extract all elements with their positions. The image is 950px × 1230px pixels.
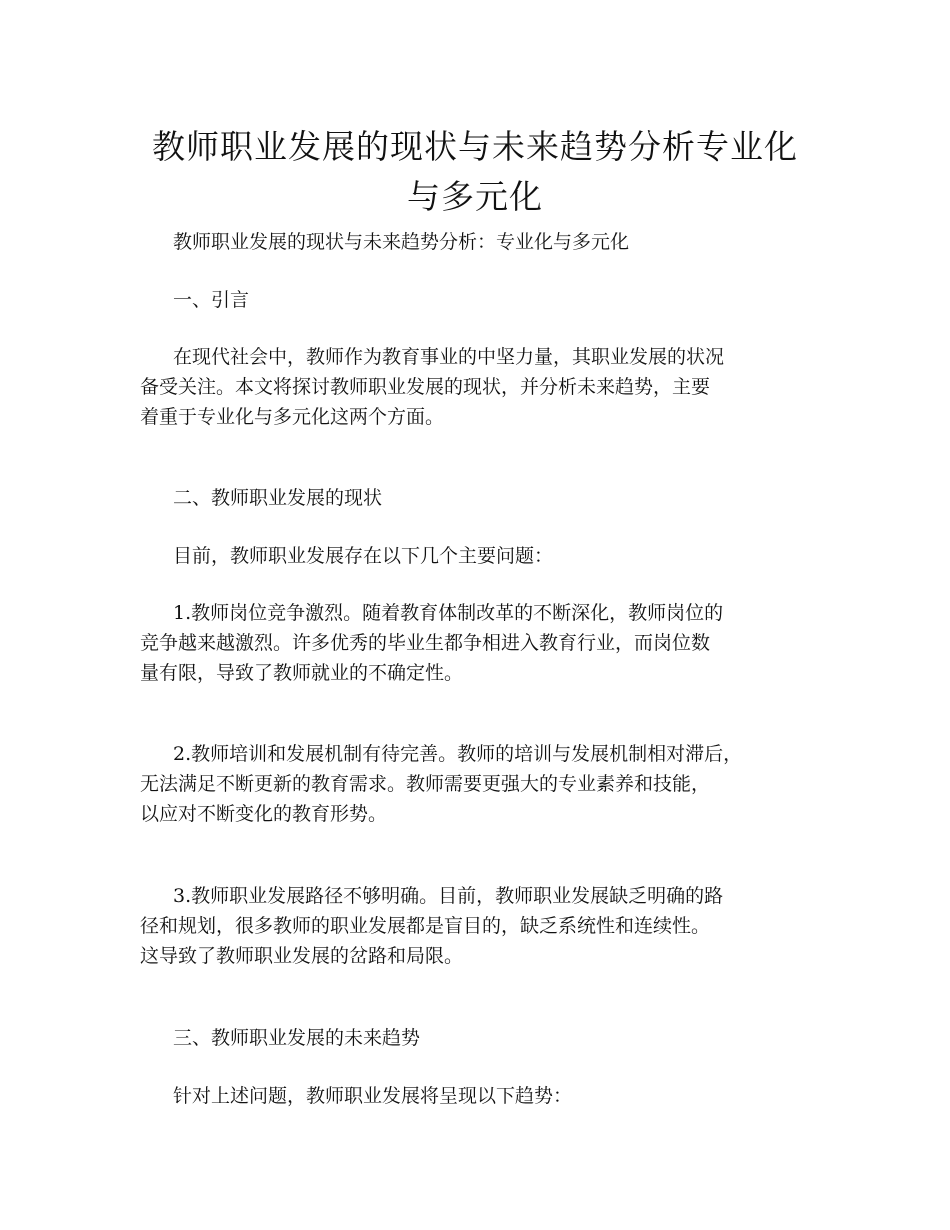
paragraph-line: 二、教师职业发展的现状 <box>173 487 383 509</box>
paragraph-line: 这导致了教师职业发展的岔路和局限。 <box>140 945 464 967</box>
paragraph-line: 着重于专业化与多元化这两个方面。 <box>140 406 445 428</box>
trends-intro-paragraph <box>140 1081 825 1111</box>
paragraph-line: 径和规划，很多教师的职业发展都是盲目的，缺乏系统性和连续性。 <box>140 915 711 937</box>
paragraph-line: 备受关注。本文将探讨教师职业发展的现状，并分析未来趋势，主要 <box>140 376 711 398</box>
title-line-2: 与多元化 <box>407 177 543 217</box>
intro-paragraph <box>140 342 825 432</box>
paragraph-line: 三、教师职业发展的未来趋势 <box>173 1027 421 1049</box>
problem-3-paragraph <box>140 881 825 971</box>
paragraph-line: 以应对不断变化的教育形势。 <box>140 803 388 825</box>
document-title <box>120 122 830 222</box>
paragraph-line: 目前，教师职业发展存在以下几个主要问题： <box>173 545 554 567</box>
paragraph-line: 一、引言 <box>173 289 250 311</box>
problem-2-paragraph <box>140 739 825 829</box>
paragraph-line: 在现代社会中，教师作为教育事业的中坚力量，其职业发展的状况 <box>173 346 725 368</box>
paragraph-line: 2.教师培训和发展机制有待完善。教师的培训与发展机制相对滞后， <box>173 743 743 765</box>
problem-1-paragraph <box>140 598 825 688</box>
title-line-1: 教师职业发展的现状与未来趋势分析专业化 <box>152 127 798 167</box>
problems-intro-paragraph <box>140 541 825 571</box>
section-heading-introduction <box>140 285 825 315</box>
paragraph-line: 1.教师岗位竞争激烈。随着教育体制改革的不断深化，教师岗位的 <box>173 602 724 624</box>
paragraph-line: 教师职业发展的现状与未来趋势分析：专业化与多元化 <box>173 231 630 253</box>
paragraph-line: 量有限，导致了教师就业的不确定性。 <box>140 662 464 684</box>
paragraph-line: 竞争越来越激烈。许多优秀的毕业生都争相进入教育行业，而岗位数 <box>140 632 711 654</box>
paragraph-line: 3.教师职业发展路径不够明确。目前，教师职业发展缺乏明确的路 <box>173 885 724 907</box>
paragraph-line: 无法满足不断更新的教育需求。教师需要更强大的专业素养和技能， <box>140 773 711 795</box>
section-heading-current-status <box>140 483 825 513</box>
subtitle-paragraph <box>140 227 825 257</box>
paragraph-line: 针对上述问题，教师职业发展将呈现以下趋势： <box>173 1085 573 1107</box>
section-heading-future-trends <box>140 1023 825 1053</box>
